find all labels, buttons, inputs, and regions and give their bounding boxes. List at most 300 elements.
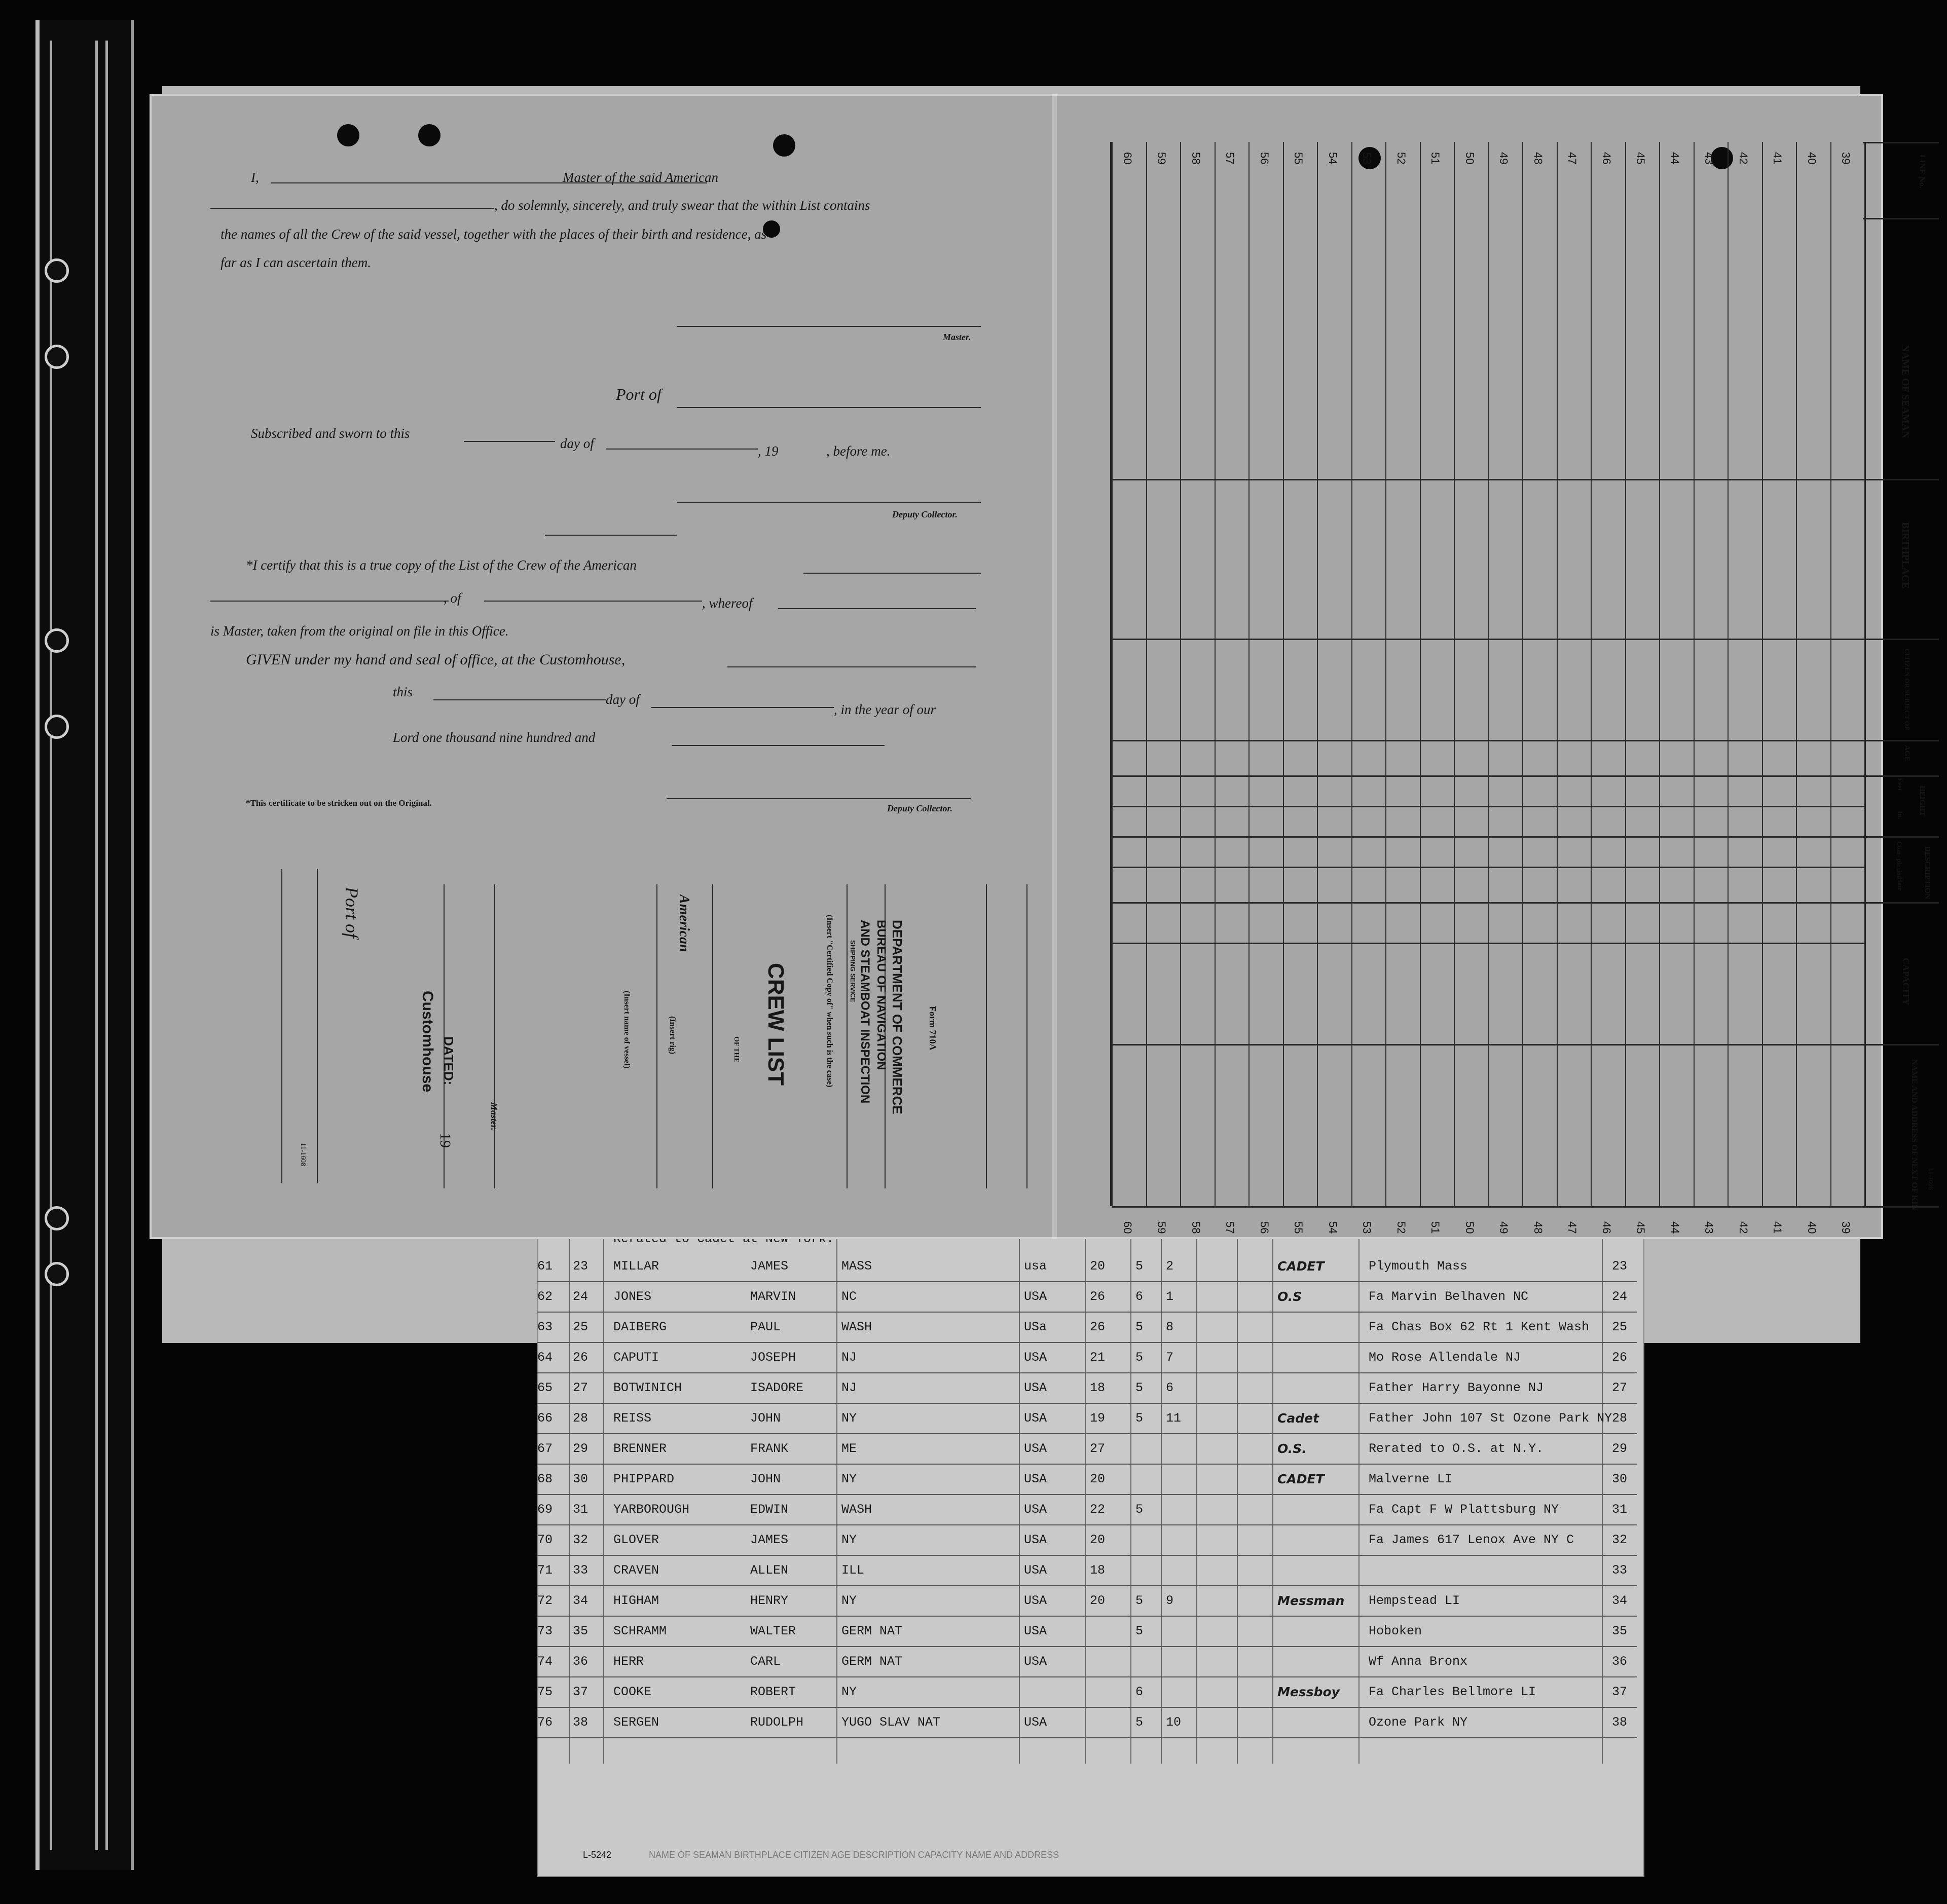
crew-cell-line: 27 [573,1380,589,1395]
crew-cell-cap: CADET [1277,1259,1325,1274]
crew-row [537,1617,1637,1647]
crew-cell-age: 22 [1090,1502,1106,1517]
crew-cell-line: 24 [573,1289,589,1304]
grid-line-number: 40 [1805,152,1818,165]
crew-cell-ft: 5 [1135,1715,1144,1730]
crew-cell-kin: Father Harry Bayonne NJ [1369,1380,1544,1395]
crew-cell-kin: Rerated to O.S. at N.Y. [1369,1441,1544,1456]
crew-cell-line: 34 [573,1593,589,1608]
crew-cell-cit: USA [1024,1350,1047,1365]
crew-cell-ft: 5 [1135,1593,1144,1608]
grid-line-number: 45 [1634,152,1647,165]
crew-cell-line: 26 [573,1350,589,1365]
grid-line-number: 47 [1566,1221,1579,1234]
oath-line3: the names of all the Crew of the said vessel, together with the places of their birth and residence, as [221,227,767,242]
grid-column [1728,142,1729,1206]
cover-dept: DEPARTMENT OF COMMERCE [890,920,905,1114]
crew-row [537,1677,1637,1708]
crew-cell-given: ROBERT [750,1685,796,1699]
crew-cell-kin: Malverne LI [1369,1472,1453,1486]
cert-of: , of [444,590,461,606]
cert-given: GIVEN under my hand and seal of office, at the Customhouse, [246,651,626,668]
crew-cell-right: 29 [1612,1441,1628,1456]
grid-line-number: 50 [1463,152,1476,165]
hdr-height: HEIGHT [1918,786,1926,816]
crew-cell-given: JOHN [750,1411,781,1426]
cover-bureau2: AND STEAMBOAT INSPECTION [858,920,872,1104]
grid-line-number: 57 [1224,1221,1237,1234]
grid-line-number: 39 [1840,152,1853,165]
grid-line-number: 48 [1531,152,1545,165]
crew-cell-ft: 5 [1135,1350,1144,1365]
crew-cell-line: 32 [573,1533,589,1547]
oath-line2: , do solemnly, sincerely, and truly swear that the within List contains [494,198,870,213]
crew-cell-cit: USA [1024,1502,1047,1517]
crew-cell-right: 31 [1612,1502,1628,1517]
crew-cell-birth: NY [841,1472,857,1486]
grid-line-number: 53 [1361,152,1374,165]
grid-line-number: 53 [1361,1221,1374,1234]
crew-cell-given: EDWIN [750,1502,789,1517]
crew-cell-in: 11 [1166,1411,1182,1426]
crew-cell-ft: 5 [1135,1320,1144,1334]
cert-this: this [393,684,413,699]
crew-cell-cit: USA [1024,1715,1047,1730]
crew-cell-surname: JONES [613,1289,652,1304]
cert-line1: *I certify that this is a true copy of the List of the Crew of the American [246,557,637,573]
binder-hole [45,1206,69,1230]
grid-column [1351,142,1352,1206]
cover-insert-rig: (Insert rig) [668,1016,677,1055]
crew-cell-line: 31 [573,1502,589,1517]
crew-cell-line: 25 [573,1320,589,1334]
crew-cell-seq: 73 [537,1624,553,1638]
crew-cell-age: 19 [1090,1411,1106,1426]
crew-cell-surname: BRENNER [613,1441,667,1456]
crew-cell-right: 26 [1612,1350,1628,1365]
crew-cell-line: 35 [573,1624,589,1638]
grid-column [1146,142,1147,1206]
cover-insert-vessel: (Insert name of vessel) [622,991,631,1069]
grid-line-number: 60 [1121,152,1134,165]
crew-cell-cit: usa [1024,1259,1047,1274]
oath-before-me: , before me. [826,443,891,459]
crew-cell-right: 32 [1612,1533,1628,1547]
grid-column [1522,142,1523,1206]
binder-hole [45,715,69,739]
crew-cell-in: 8 [1166,1320,1174,1334]
crew-cell-cit: USA [1024,1441,1047,1456]
grid-line-number: 44 [1668,152,1681,165]
grid-line-number: 60 [1121,1221,1134,1234]
crew-cell-surname: YARBOROUGH [613,1502,690,1517]
cover-shipping: SHIPPING SERVICE [849,940,857,1002]
crew-row [537,1404,1637,1434]
crew-row [537,1525,1637,1556]
hdr-next-of-kin: NAME AND ADDRESS OF NEXT OF KIN [1910,1059,1919,1211]
crew-cell-age: 20 [1090,1472,1106,1486]
punch-hole [337,124,359,146]
crew-cell-right: 38 [1612,1715,1628,1730]
crew-cell-cap: Messboy [1277,1685,1340,1699]
grid-line-number: 52 [1394,1221,1408,1234]
grid-line-number: 42 [1737,152,1750,165]
crew-cell-birth: GERM NAT [841,1654,903,1669]
cert-whereof: , whereof [702,595,753,611]
crew-row [537,1313,1637,1343]
crew-cell-in: 7 [1166,1350,1174,1365]
grid-line-number: 49 [1497,1221,1511,1234]
crew-cell-surname: MILLAR [613,1259,659,1274]
crew-list-table [537,1231,1637,1764]
crew-cell-ft: 6 [1135,1289,1144,1304]
grid-column [1625,142,1626,1206]
crew-cell-cap: Messman [1277,1593,1345,1608]
crew-cell-surname: PHIPPARD [613,1472,675,1486]
crew-cell-cap: O.S [1277,1289,1302,1304]
crew-cell-given: ISADORE [750,1380,804,1395]
crew-cell-line: 28 [573,1411,589,1426]
grid-line-number: 43 [1703,1221,1716,1234]
crew-cell-surname: SERGEN [613,1715,659,1730]
grid-line-number: 46 [1600,152,1613,165]
grid-column [1591,142,1592,1206]
crew-cell-surname: REISS [613,1411,652,1426]
crew-cell-line: 23 [573,1259,589,1274]
crew-cell-in: 10 [1166,1715,1182,1730]
hdr-birthplace: BIRTHPLACE [1900,522,1911,589]
crew-cell-birth: WASH [841,1502,872,1517]
crew-cell-seq: 75 [537,1685,553,1699]
crew-cell-birth: ME [841,1441,857,1456]
grid-column [1215,142,1216,1206]
seaman-grid [1110,142,1866,1234]
hdr-name: NAME OF SEAMAN [1900,345,1911,438]
binder-edge [95,41,98,1850]
crew-cell-birth: NC [841,1289,857,1304]
oath-subscribed: Subscribed and sworn to this [251,426,410,441]
crew-cell-surname: COOKE [613,1685,652,1699]
crew-cell-line: 33 [573,1563,589,1578]
crew-cell-right: 23 [1612,1259,1628,1274]
crew-cell-age: 27 [1090,1441,1106,1456]
crew-cell-ft: 6 [1135,1685,1144,1699]
crew-row [537,1373,1637,1404]
cert-is-master: is Master, taken from the original on file in this Office. [210,623,509,639]
oath-year: , 19 [758,443,779,459]
crew-row [537,1465,1637,1495]
oath-master-of: Master of the said American [563,170,718,185]
crew-cell-given: PAUL [750,1320,781,1334]
cert-lord: Lord one thousand nine hundred and [393,730,596,745]
crew-cell-kin: Fa Capt F W Plattsburg NY [1369,1502,1559,1517]
grid-line-number: 59 [1155,152,1168,165]
crew-cell-birth: MASS [841,1259,872,1274]
crew-cell-kin: Fa Charles Bellmore LI [1369,1685,1536,1699]
grid-column [1694,142,1695,1206]
grid-line-number: 50 [1463,1221,1476,1234]
grid-line-number: 55 [1292,1221,1305,1234]
grid-line-number: 58 [1189,152,1202,165]
hdr-inches: In. [1896,811,1903,819]
crew-cell-right: 33 [1612,1563,1628,1578]
crew-row [537,1282,1637,1313]
crew-cell-right: 35 [1612,1624,1628,1638]
binder-strip [35,20,134,1870]
crew-cell-seq: 69 [537,1502,553,1517]
crew-cell-age: 18 [1090,1380,1106,1395]
crew-cell-age: 20 [1090,1533,1106,1547]
crew-cell-surname: GLOVER [613,1533,659,1547]
grid-column [1830,142,1831,1206]
grid-column [1659,142,1660,1206]
grid-column [1385,142,1386,1206]
grid-header-column [1863,142,1939,1211]
crew-cell-kin: Father John 107 St Ozone Park NY [1369,1411,1612,1426]
grid-line-number: 52 [1394,152,1408,165]
crew-cell-kin: Fa Chas Box 62 Rt 1 Kent Wash [1369,1320,1590,1334]
crew-list-form [150,94,1935,1239]
binder-hole [45,1262,69,1286]
crew-cell-birth: NY [841,1411,857,1426]
crew-cell-ft: 5 [1135,1624,1144,1638]
crew-cell-kin: Mo Rose Allendale NJ [1369,1350,1521,1365]
crew-cell-birth: NY [841,1593,857,1608]
crew-row [537,1708,1637,1738]
cover-insert-certified: (Insert "Certified Copy of" when such is the case) [825,915,834,1088]
crew-cell-cit: USA [1024,1472,1047,1486]
crew-cell-line: 38 [573,1715,589,1730]
crew-cell-surname: CAPUTI [613,1350,659,1365]
cover-port-of: Port of [342,887,362,939]
crew-cell-right: 24 [1612,1289,1628,1304]
crew-cell-seq: 67 [537,1441,553,1456]
grid-line-number: 51 [1429,1221,1442,1234]
crew-cell-given: FRANK [750,1441,789,1456]
crew-cell-right: 30 [1612,1472,1628,1486]
grid-column [1762,142,1763,1206]
crew-cell-birth: NJ [841,1380,857,1395]
crew-cell-birth: YUGO SLAV NAT [841,1715,941,1730]
crew-cell-surname: CRAVEN [613,1563,659,1578]
grid-column [1317,142,1318,1206]
cover-customhouse: Customhouse [419,991,436,1093]
cert-note: *This certificate to be stricken out on the Original. [246,798,432,808]
crew-cell-seq: 70 [537,1533,553,1547]
footer-headers: NAME OF SEAMAN BIRTHPLACE CITIZEN AGE DESCRIPTION CAPACITY NAME AND ADDRESS [649,1850,1059,1860]
crew-cell-cit: USA [1024,1289,1047,1304]
hdr-description: DESCRIPTION [1923,846,1931,900]
crew-cell-kin: Fa James 617 Lenox Ave NY C [1369,1533,1574,1547]
grid-line-number: 44 [1668,1221,1681,1234]
crew-cell-line: 37 [573,1685,589,1699]
crew-cell-kin: Wf Anna Bronx [1369,1654,1468,1669]
grid-line-number: 54 [1326,1221,1339,1234]
crew-cell-surname: HIGHAM [613,1593,659,1608]
crew-cell-seq: 66 [537,1411,553,1426]
grid-line-number: 46 [1600,1221,1613,1234]
grid-line-number: 58 [1189,1221,1202,1234]
crew-cell-ft: 5 [1135,1259,1144,1274]
oath-port-of: Port of [616,385,662,403]
grid-line-number: 56 [1258,1221,1271,1234]
grid-line-number: 51 [1429,152,1442,165]
grid-line-number: 41 [1771,152,1784,165]
cert-in-year: , in the year of our [834,702,936,717]
grid-line-number: 41 [1771,1221,1784,1234]
cover-form: Form 710A [928,1006,938,1051]
crew-cell-line: 36 [573,1654,589,1669]
crew-cell-right: 36 [1612,1654,1628,1669]
crew-cell-right: 25 [1612,1320,1628,1334]
crew-row [537,1495,1637,1525]
binder-hole [45,628,69,653]
grid-column [1557,142,1558,1206]
crew-cell-given: MARVIN [750,1289,796,1304]
cover-year: 19 [437,1133,454,1148]
crew-cell-ft: 5 [1135,1502,1144,1517]
grid-column [1248,142,1250,1206]
crew-cell-cap: Cadet [1277,1411,1319,1426]
crew-cell-birth: NJ [841,1350,857,1365]
crew-cell-cap: CADET [1277,1472,1325,1486]
grid-column [1796,142,1797,1206]
hdr-line-no: LINE No. [1918,155,1926,189]
crew-cell-given: JAMES [750,1533,789,1547]
grid-line-number: 49 [1497,152,1511,165]
punch-hole [773,134,795,157]
grid-line-number: 42 [1737,1221,1750,1234]
crew-cell-age: 26 [1090,1320,1106,1334]
binder-hole [45,345,69,369]
crew-cell-right: 34 [1612,1593,1628,1608]
crew-cell-cit: USA [1024,1624,1047,1638]
crew-cell-given: RUDOLPH [750,1715,804,1730]
cover-crew-list: CREW LIST [763,963,788,1086]
crew-cell-in: 1 [1166,1289,1174,1304]
binder-hole [45,258,69,283]
crew-cell-right: 27 [1612,1380,1628,1395]
crew-cell-birth: NY [841,1685,857,1699]
punch-hole [418,124,440,146]
crew-row [537,1556,1637,1586]
hdr-hair: Hair [1896,877,1903,891]
crew-cell-ft: 5 [1135,1380,1144,1395]
footer-code: L-5242 [583,1850,612,1860]
grid-column [1488,142,1489,1206]
crew-row [537,1434,1637,1465]
crew-cell-seq: 61 [537,1259,553,1274]
cover-form-code: 11-1608 [299,1143,307,1167]
crew-row [537,1343,1637,1373]
oath-deputy-collector: Deputy Collector. [892,509,958,519]
oath-day-of: day of [560,436,594,451]
crew-cell-kin: Plymouth Mass [1369,1259,1468,1274]
crew-cell-birth: WASH [841,1320,872,1334]
grid-column [1112,142,1113,1206]
crew-cell-birth: ILL [841,1563,865,1578]
cover-dated: DATED: [441,1036,456,1086]
cert-deputy-collector: Deputy Collector. [887,803,952,813]
crew-cell-cit: USA [1024,1654,1047,1669]
crew-row [537,1252,1637,1282]
grid-line-number: 43 [1703,152,1716,165]
crew-cell-seq: 64 [537,1350,553,1365]
crew-cell-birth: NY [841,1533,857,1547]
crew-cell-cit: USA [1024,1533,1047,1547]
grid-line-number: 54 [1326,152,1339,165]
crew-row [537,1586,1637,1617]
grid-column [1180,142,1181,1206]
cert-day-of: day of [606,692,640,707]
crew-cell-in: 6 [1166,1380,1174,1395]
grid-column [1283,142,1284,1206]
crew-cell-line: 30 [573,1472,589,1486]
crew-cell-age: 21 [1090,1350,1106,1365]
hdr-complexion: Com- plexion [1896,841,1903,879]
crew-cell-cap: O.S. [1277,1441,1307,1456]
crew-cell-seq: 68 [537,1472,553,1486]
hdr-capacity: CAPACITY [1901,958,1911,1005]
cover-master: Master. [489,1102,499,1131]
crew-cell-seq: 72 [537,1593,553,1608]
crew-cell-ft: 5 [1135,1411,1144,1426]
crew-cell-in: 2 [1166,1259,1174,1274]
crew-cell-given: CARL [750,1654,781,1669]
crew-cell-given: JOSEPH [750,1350,796,1365]
grid-line-number: 40 [1805,1221,1818,1234]
grid-line-number: 48 [1531,1221,1545,1234]
crew-cell-kin: Fa Marvin Belhaven NC [1369,1289,1529,1304]
crew-cell-age: 26 [1090,1289,1106,1304]
crew-cell-birth: GERM NAT [841,1624,903,1638]
grid-line-number: 39 [1840,1221,1853,1234]
crew-cell-cit: USA [1024,1593,1047,1608]
crew-cell-in: 9 [1166,1593,1174,1608]
hdr-citizen: CITIZEN OR SUBJECT OF [1903,649,1911,730]
grid-line-number: 47 [1566,152,1579,165]
grid-column [1420,142,1421,1206]
crew-cell-seq: 74 [537,1654,553,1669]
crew-cell-given: HENRY [750,1593,789,1608]
crew-cell-age: 20 [1090,1593,1106,1608]
oath-master-label: Master. [943,332,971,342]
crew-cell-seq: 76 [537,1715,553,1730]
crew-cell-age: 20 [1090,1259,1106,1274]
hdr-age: AGE [1903,745,1911,762]
grid-line-number: 55 [1292,152,1305,165]
crew-cell-kin: Hempstead LI [1369,1593,1460,1608]
grid-form-code: 11-1608 [1927,1168,1935,1190]
crew-cell-given: ALLEN [750,1563,789,1578]
crew-cell-line: 29 [573,1441,589,1456]
crew-cell-cit: USA [1024,1411,1047,1426]
crew-cell-surname: BOTWINICH [613,1380,682,1395]
crew-cell-seq: 65 [537,1380,553,1395]
crew-cell-cit: USA [1024,1380,1047,1395]
crew-cell-seq: 71 [537,1563,553,1578]
grid-line-number: 57 [1224,152,1237,165]
crew-cell-given: JOHN [750,1472,781,1486]
crew-cell-surname: DAIBERG [613,1320,667,1334]
crew-cell-given: JAMES [750,1259,789,1274]
binder-edge [50,41,52,1850]
crew-cell-right: 28 [1612,1411,1628,1426]
crew-cell-surname: SCHRAMM [613,1624,667,1638]
grid-line-number: 56 [1258,152,1271,165]
hdr-feet: Feet [1896,778,1903,791]
crew-cell-kin: Ozone Park NY [1369,1715,1468,1730]
